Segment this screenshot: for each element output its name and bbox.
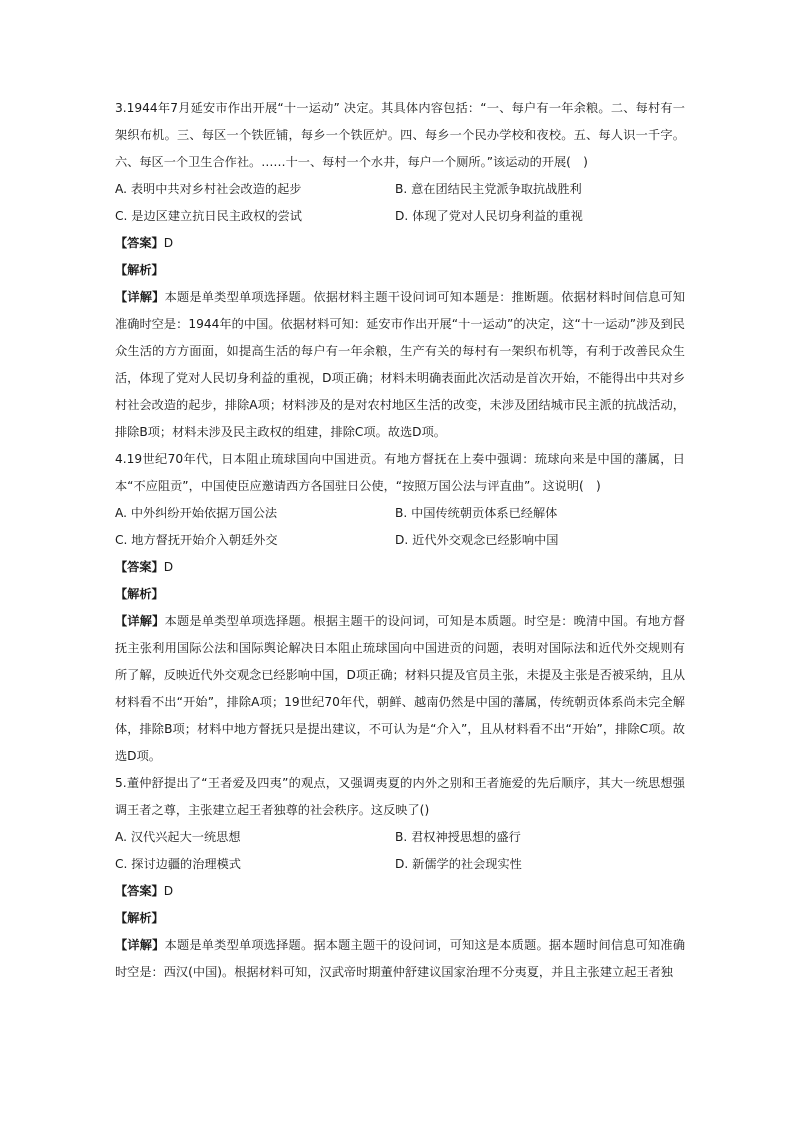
question-5-answer — [115, 878, 685, 905]
question-3-analysis-label: 【解析】 — [115, 263, 164, 277]
answer-label: 【答案】 — [115, 236, 164, 250]
answer-label: 【答案】 — [115, 560, 164, 574]
question-4-stem: 4.19世纪70年代，日本阻止琉球国向中国进贡。有地方督抚在上奏中强调：琉球向来是中国的藩属，日本“不应阻贡”，中国使臣应邀请西方各国驻日公使，“按照万国公法与评直曲”。这说明( ) — [115, 452, 685, 493]
detail-label: 【详解】 — [115, 938, 165, 952]
question-4-answer — [115, 554, 685, 581]
question-5-option-c: C. 探讨边疆的治理模式 — [115, 857, 241, 871]
detail-text: 本题是单类型单项选择题。根据主题干的设问词，可知是本质题。时空是：晚清中国。有地方督抚主张利用国际公法和国际舆论解决日本阻止琉球国向中国进贡的问题，表明对国际法和近代外交规则有所了解，反映近代外交观念已经影响中国，D项正确；材料只提及官员主张，未提及主张是否被采纳，且从材料看不出“开始”，排除A项；19世纪70年代，朝鲜、越南仍然是中国的藩属，传统朝贡体系尚未完全解体，排除B项；材料中地方督抚只是提出建议，不可认为是“介入”，且从材料看不出“开始”，排除C项。故选D项。 — [115, 614, 686, 763]
question-3-options-row-1 — [115, 176, 685, 203]
question-5-options-row-1 — [115, 824, 685, 851]
answer-label: 【答案】 — [115, 884, 164, 898]
question-5-options-row-2 — [115, 851, 685, 878]
question-3-option-a: A. 表明中共对乡村社会改造的起步 — [115, 182, 302, 196]
question-4-options-row-2 — [115, 527, 685, 554]
question-5-analysis-label: 【解析】 — [115, 911, 164, 925]
detail-label: 【详解】 — [115, 290, 165, 304]
answer-value: D — [163, 884, 174, 898]
question-4-option-c: C. 地方督抚开始介入朝廷外交 — [115, 533, 278, 547]
question-3-detail — [115, 284, 685, 446]
question-4-detail — [115, 608, 685, 770]
question-4-option-d: D. 近代外交观念已经影响中国 — [395, 533, 559, 547]
question-4-analysis-label: 【解析】 — [115, 587, 164, 601]
question-5-detail — [115, 932, 685, 986]
question-4-options-row-1 — [115, 500, 685, 527]
question-3-answer — [115, 230, 685, 257]
document-content — [115, 95, 685, 986]
question-5-option-d: D. 新儒学的社会现实性 — [395, 857, 522, 871]
answer-value: D — [163, 560, 174, 574]
question-5-option-b: B. 君权神授思想的盛行 — [395, 830, 521, 844]
question-4-option-b: B. 中国传统朝贡体系已经解体 — [395, 506, 558, 520]
question-5-stem: 5.董仲舒提出了“王者爱及四夷”的观点，又强调夷夏的内外之别和王者施爱的先后顺序，其大一统思想强调王者之尊，主张建立起王者独尊的社会秩序。这反映了() — [115, 776, 685, 817]
question-5-option-a: A. 汉代兴起大一统思想 — [115, 830, 241, 844]
question-3-option-c: C. 是边区建立抗日民主政权的尝试 — [115, 209, 302, 223]
detail-label: 【详解】 — [115, 614, 165, 628]
answer-value: D — [163, 236, 174, 250]
question-3-options-row-2 — [115, 203, 685, 230]
question-4-option-a: A. 中外纠纷开始依据万国公法 — [115, 506, 278, 520]
question-3-option-d: D. 体现了党对人民切身利益的重视 — [395, 209, 583, 223]
detail-text: 本题是单类型单项选择题。据本题主题干的设问词，可知这是本质题。据本题时间信息可知准确时空是：西汉(中国)。根据材料可知，汉武帝时期董仲舒建议国家治理不分夷夏，并且主张建立起王者独 — [115, 938, 686, 979]
detail-text: 本题是单类型单项选择题。依据材料主题干设问词可知本题是：推断题。依据材料时间信息可知准确时空是：1944年的中国。依据材料可知：延安市作出开展“十一运动”的决定，这“十一运动”涉及到民众生活的方方面面，如提高生活的每户有一年余粮，生产有关的每村有一架织布机等，有利于改善民众生活，体现了党对人民切身利益的重视，D项正确；材料未明确表面此次活动是首次开始，不能得出中共对乡村社会改造的起步，排除A项；材料涉及的是对农村地区生活的改变，未涉及团结城市民主派的抗战活动，排除B项；材料未涉及民主政权的组建，排除C项。故选D项。 — [115, 290, 686, 439]
question-3-option-b: B. 意在团结民主党派争取抗战胜利 — [395, 182, 582, 196]
question-3-stem: 3.1944年7月延安市作出开展“十一运动” 决定。其具体内容包括：“一、每户有一年余粮。二、每村有一架织布机。三、每区一个铁匠铺，每乡一个铁匠炉。四、每乡一个民办学校和夜校。五、每人识一千字。六、每区一个卫生合作社。……十一、每村一个水井，每户一个厕所。”该运动的开展( ) — [115, 101, 685, 169]
